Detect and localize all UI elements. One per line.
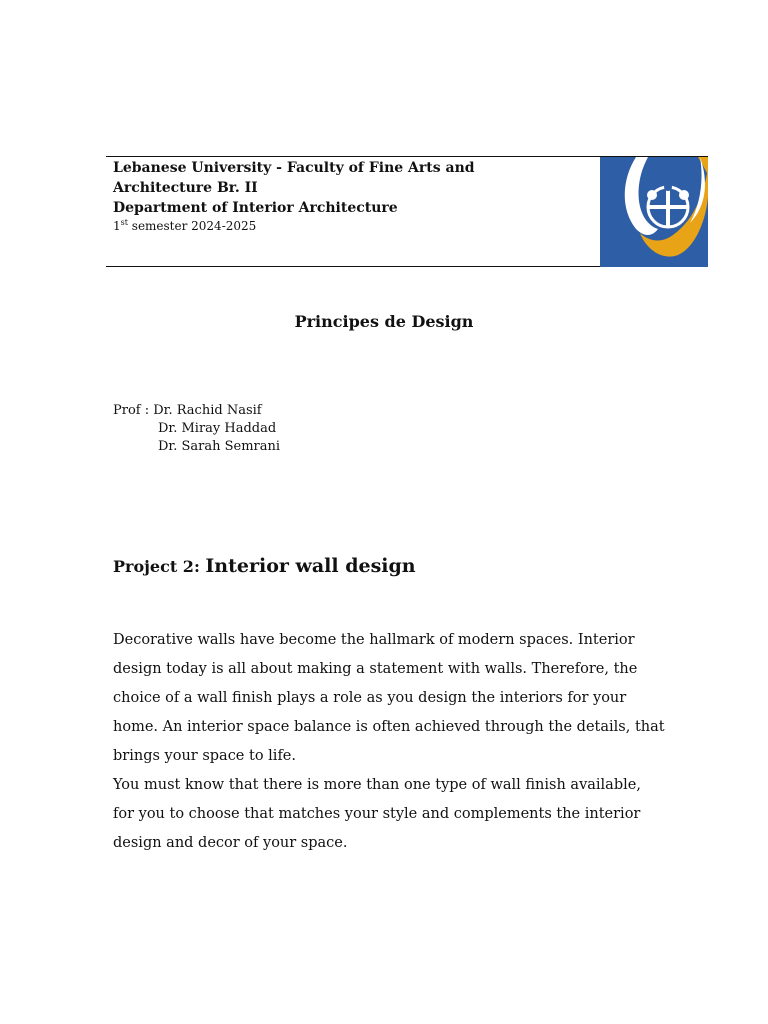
university-name-line2: Architecture Br. II [113, 180, 258, 196]
project-heading [113, 549, 416, 578]
document-header [106, 156, 708, 267]
description-paragraph-1: Decorative walls have become the hallmark of modern spaces. Interior design today is all about making a statement with walls. Therefore, the choice of a wall finish plays a role as you design the interiors for your home. An interior space balance is often achieved through the details, that brings your space to life. [113, 632, 665, 764]
professors-block [113, 402, 280, 456]
semester-text: semester 2024-2025 [127, 219, 257, 233]
course-title: Principes de Design [294, 312, 474, 331]
university-name-line1: Lebanese University - Faculty of Fine Arts and [113, 160, 475, 176]
project-label: Project 2: [113, 557, 206, 576]
university-logo [600, 157, 708, 267]
semester-line [113, 218, 583, 234]
professor-line-1: Prof : Dr. Rachid Nasif [113, 403, 262, 418]
semester-number: 1 [113, 219, 121, 233]
project-description [113, 626, 665, 858]
header-text-block [113, 158, 583, 234]
professor-line-2: Dr. Miray Haddad [158, 421, 277, 436]
logo-graphic [600, 157, 708, 267]
project-title: Interior wall design [205, 555, 416, 577]
department-name: Department of Interior Architecture [113, 200, 398, 216]
professor-line-3: Dr. Sarah Semrani [158, 439, 281, 454]
semester-ordinal: st [120, 218, 128, 227]
description-paragraph-2: You must know that there is more than one type of wall finish available, for you to choose that matches your style and complements the interior design and decor of your space. [113, 777, 641, 851]
